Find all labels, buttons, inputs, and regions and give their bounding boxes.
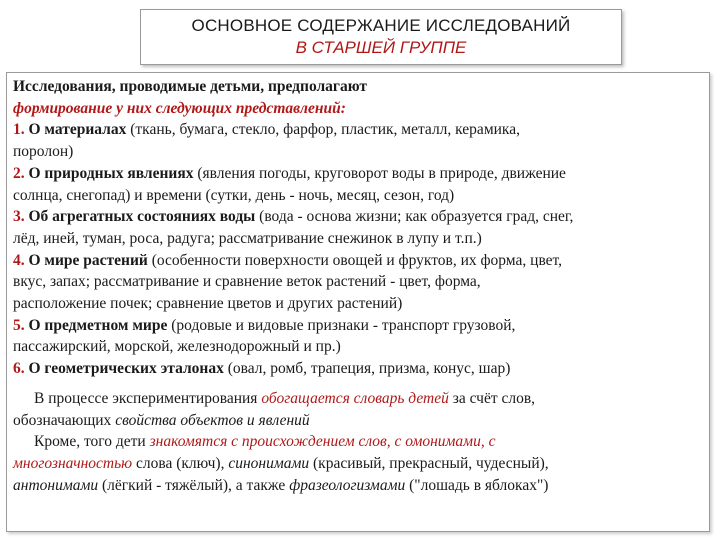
- para-highlight: многозначностью: [13, 454, 133, 472]
- item-text: (родовые и видовые признаки - транспорт грузовой,: [171, 316, 516, 334]
- list-item-5: [13, 315, 704, 337]
- para-text: слова (ключ),: [135, 454, 225, 472]
- item-number: 4.: [13, 251, 25, 269]
- title-box: [140, 9, 622, 65]
- spacer: [13, 380, 704, 388]
- item-text: поролон): [13, 143, 74, 161]
- item-heading: О природных явлениях: [28, 164, 194, 182]
- paragraph-2-line-1: [13, 431, 704, 453]
- item-text: расположение почек; сравнение цветов и других растений): [13, 295, 403, 313]
- intro-line-1: Исследования, проводимые детьми, предполагают: [13, 78, 367, 95]
- para-highlight: обогащается словарь детей: [261, 389, 449, 407]
- paragraph-1-line-2: [13, 410, 704, 432]
- para-text: Кроме, того дети: [34, 433, 146, 451]
- para-text: за счёт слов,: [452, 389, 536, 407]
- item-text: (вода - основа жизни; как образуется град, снег,: [259, 208, 574, 226]
- para-text: (красивый, прекрасный, чудесный),: [313, 454, 549, 472]
- content-box: [6, 72, 710, 532]
- item-text: (явления погоды, круговорот воды в природе, движение: [197, 164, 566, 182]
- item-heading: О материалах: [28, 121, 127, 139]
- item-text: солнца, снегопад) и времени (сутки, день - ночь, месяц, сезон, год): [13, 186, 455, 204]
- list-item-3: [13, 206, 704, 228]
- item-number: 5.: [13, 316, 25, 334]
- item-heading: О геометрических эталонах: [28, 360, 224, 378]
- list-item-4: [13, 250, 704, 272]
- para-highlight: знакомятся с происхождением слов, с омонимами, с: [149, 433, 496, 451]
- title-line-2: В СТАРШЕЙ ГРУППЕ: [295, 38, 467, 57]
- para-text: ("лошадь в яблоках"): [409, 476, 549, 494]
- title-line-1: ОСНОВНОЕ СОДЕРЖАНИЕ ИССЛЕДОВАНИЙ: [191, 16, 571, 35]
- item-number: 1.: [13, 121, 25, 139]
- para-highlight: фразеологизмами: [289, 476, 406, 494]
- paragraph-2-line-2: [13, 453, 704, 475]
- paragraph-1-line-1: [13, 388, 704, 410]
- item-text: (особенности поверхности овощей и фруктов, их форма, цвет,: [151, 251, 563, 269]
- item-text: вкус, запах; рассматривание и сравнение веток растений - цвет, форма,: [13, 273, 481, 291]
- list-item-6: [13, 358, 704, 380]
- item-text: лёд, иней, туман, роса, радуга; рассматривание снежинок в лупу и т.п.): [13, 229, 482, 247]
- item-number: 3.: [13, 208, 25, 226]
- item-heading: Об агрегатных состояниях воды: [28, 208, 256, 226]
- item-text: (ткань, бумага, стекло, фарфор, пластик, металл, керамика,: [130, 121, 520, 139]
- item-text: (овал, ромб, трапеция, призма, конус, шар): [227, 360, 511, 378]
- paragraph-2-line-3: [13, 475, 704, 497]
- para-text: обозначающих: [13, 411, 112, 429]
- item-heading: О предметном мире: [28, 316, 168, 334]
- list-item-2: [13, 163, 704, 185]
- item-number: 6.: [13, 360, 25, 378]
- item-heading: О мире растений: [28, 251, 148, 269]
- item-text: пассажирский, морской, железнодорожный и пр.): [13, 338, 341, 356]
- para-text: В процессе экспериментирования: [34, 389, 258, 407]
- intro-line-2: формирование у них следующих представлений:: [13, 99, 346, 117]
- para-text: (лёгкий - тяжёлый), а также: [101, 476, 286, 494]
- item-number: 2.: [13, 164, 25, 182]
- para-highlight: синонимами: [228, 454, 310, 472]
- para-highlight: свойства объектов и явлений: [115, 411, 310, 429]
- list-item-1: [13, 119, 704, 141]
- para-highlight: антонимами: [13, 476, 99, 494]
